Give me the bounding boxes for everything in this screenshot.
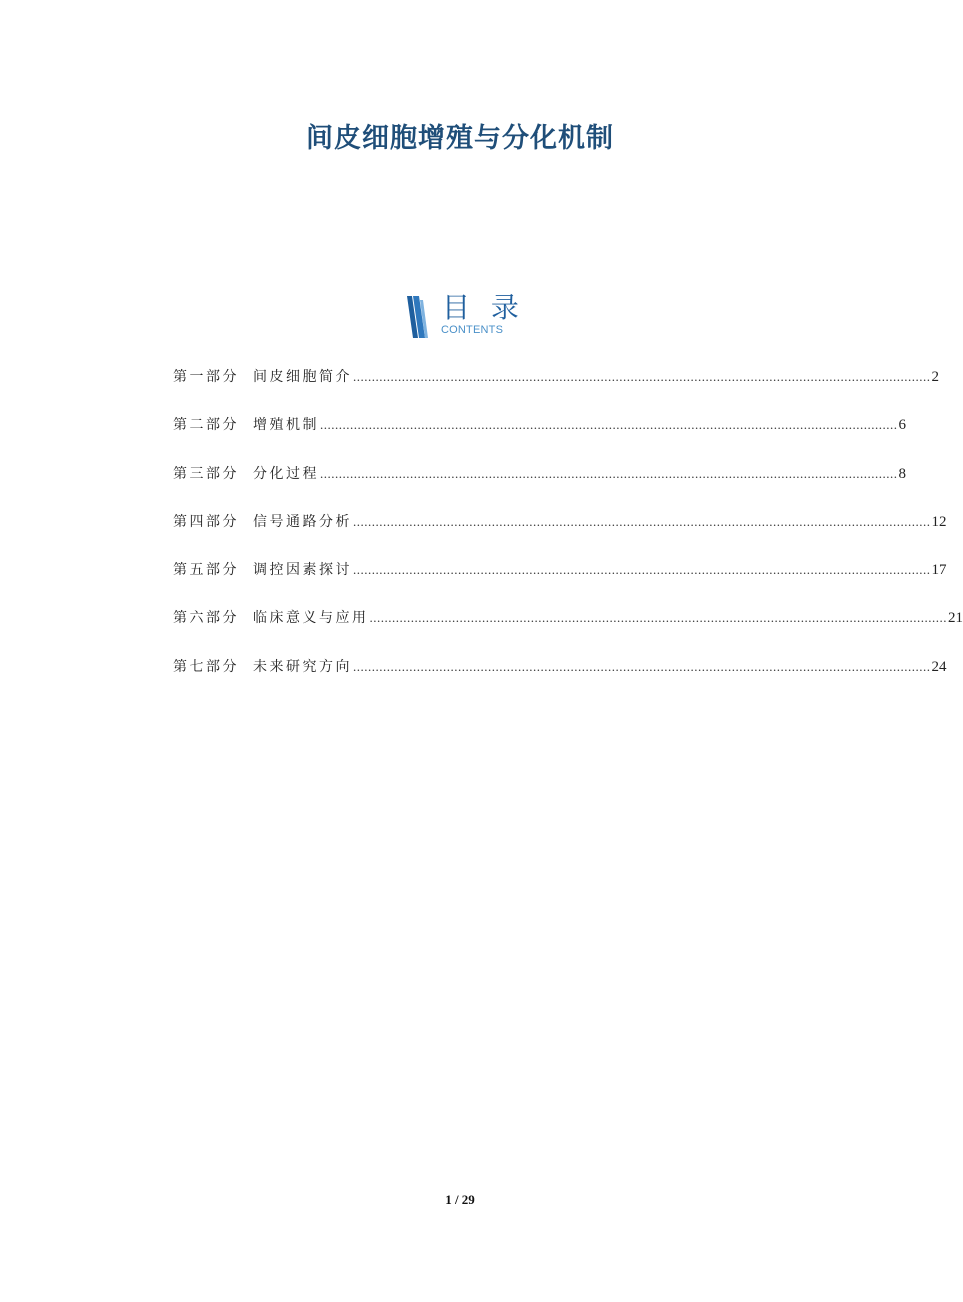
toc-dot-leader: .......................................................................................................................................................... bbox=[320, 465, 898, 481]
toc-entry-1[interactable] bbox=[173, 365, 939, 413]
toc-entry-5[interactable] bbox=[173, 558, 947, 606]
toc-entry-part: 第四部分 bbox=[173, 513, 239, 530]
page-indicator: 1 / 29 bbox=[445, 1192, 475, 1207]
toc-entry-page: 24 bbox=[931, 658, 947, 675]
toc-entry-page: 21 bbox=[948, 610, 963, 627]
toc-entry-part: 第二部分 bbox=[173, 417, 239, 434]
toc-list bbox=[173, 365, 963, 703]
toc-entry-page: 8 bbox=[898, 465, 906, 482]
toc-entry-page: 2 bbox=[931, 369, 939, 385]
toc-entry-4[interactable] bbox=[173, 510, 947, 558]
toc-subheading: CONTENTS bbox=[441, 324, 504, 336]
toc-entry-page: 17 bbox=[931, 562, 947, 579]
toc-entry-7[interactable] bbox=[173, 655, 947, 703]
toc-entry-label: 增殖机制 bbox=[253, 417, 319, 434]
toc-entry-part: 第七部分 bbox=[173, 658, 239, 675]
toc-header bbox=[406, 292, 526, 340]
toc-heading: 目 录 bbox=[442, 291, 525, 324]
toc-dot-leader: .......................................................................................................................................................... bbox=[320, 417, 898, 433]
toc-dot-leader: .......................................................................................................................................................... bbox=[353, 562, 931, 578]
toc-entry-label: 调控因素探讨 bbox=[253, 562, 352, 579]
toc-entry-part: 第五部分 bbox=[173, 562, 239, 579]
book-stripes-logo-icon bbox=[406, 296, 430, 338]
toc-entry-label: 间皮细胞简介 bbox=[253, 369, 352, 385]
toc-dot-leader: .......................................................................................................................................................... bbox=[353, 513, 931, 529]
toc-entry-part: 第三部分 bbox=[173, 465, 239, 482]
toc-entry-page: 12 bbox=[931, 513, 947, 530]
toc-entry-2[interactable] bbox=[173, 413, 906, 461]
toc-entry-label: 信号通路分析 bbox=[253, 513, 352, 530]
toc-dot-leader: .......................................................................................................................................................... bbox=[353, 658, 931, 674]
toc-entry-label: 分化过程 bbox=[253, 465, 319, 482]
toc-dot-leader: .......................................................................................................................................................... bbox=[353, 369, 931, 384]
toc-entry-6[interactable] bbox=[173, 606, 963, 654]
toc-dot-leader: .......................................................................................................................................................... bbox=[369, 610, 947, 626]
toc-entry-label: 未来研究方向 bbox=[253, 658, 352, 675]
toc-entry-3[interactable] bbox=[173, 462, 906, 510]
document-title: 间皮细胞增殖与分化机制 bbox=[306, 123, 614, 154]
toc-entry-part: 第六部分 bbox=[173, 610, 239, 627]
toc-entry-part: 第一部分 bbox=[173, 369, 239, 385]
toc-entry-label: 临床意义与应用 bbox=[253, 610, 369, 627]
toc-entry-page: 6 bbox=[898, 417, 906, 434]
